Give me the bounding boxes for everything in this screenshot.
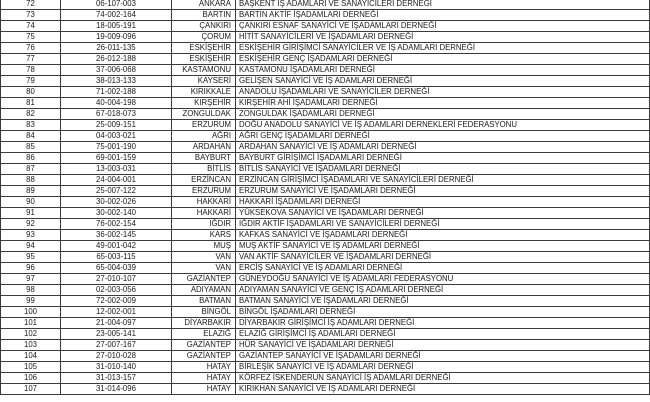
- row-number: 76: [1, 43, 61, 54]
- table-row: [1, 351, 650, 362]
- registry-code: 25-007-122: [61, 186, 172, 197]
- registry-code: 27-010-028: [61, 351, 172, 362]
- registry-code: 31-010-140: [61, 362, 172, 373]
- association-name: ARDAHAN SANAYİCİ VE İŞ ADAMLARI DERNEĞİ: [236, 142, 650, 153]
- table-row: [1, 230, 650, 241]
- association-name: ERCİŞ SANAYİCİ VE İŞ ADAMLARI DERNEĞİ: [236, 263, 650, 274]
- table-row: [1, 285, 650, 296]
- association-name: HÜR SANAYİCİ VE İŞADAMLARI DERNEĞİ: [236, 340, 650, 351]
- city-name: HAKKARİ: [172, 208, 236, 219]
- association-name: ELAZIĞ GİRİŞİMCİ İŞ ADAMLARI DERNEĞİ: [236, 329, 650, 340]
- registry-code: 23-005-141: [61, 329, 172, 340]
- association-name: DOĞU ANADOLU SANAYİCİ VE İŞ ADAMLARI DERNEKLERİ FEDERASYONU: [236, 120, 650, 131]
- registry-code: 72-002-009: [61, 296, 172, 307]
- row-number: 87: [1, 164, 61, 175]
- row-number: 78: [1, 65, 61, 76]
- city-name: ANKARA: [172, 0, 236, 10]
- registry-code: 21-004-097: [61, 318, 172, 329]
- association-name: ADIYAMAN SANAYİCİ VE GENÇ İŞ ADAMLARI DERNEĞİ: [236, 285, 650, 296]
- city-name: MUŞ: [172, 241, 236, 252]
- association-name: ESKİŞEHİR GİRİŞİMCİ SANAYİCİLER VE İŞ ADAMLARI DERNEĞİ: [236, 43, 650, 54]
- registry-code: 31-014-096: [61, 384, 172, 395]
- registry-code: 49-001-042: [61, 241, 172, 252]
- city-name: HATAY: [172, 384, 236, 395]
- association-name: MUŞ AKTİF SANAYİCİ VE İŞ ADAMLARI DERNEĞİ: [236, 241, 650, 252]
- table-row: [1, 307, 650, 318]
- city-name: BATMAN: [172, 296, 236, 307]
- city-name: DİYARBAKIR: [172, 318, 236, 329]
- city-name: ZONGULDAK: [172, 109, 236, 120]
- registry-code: 30-002-026: [61, 197, 172, 208]
- row-number: 86: [1, 153, 61, 164]
- row-number: 83: [1, 120, 61, 131]
- registry-code: 27-007-167: [61, 340, 172, 351]
- city-name: ARDAHAN: [172, 142, 236, 153]
- association-name: ERZİNCAN GİRİŞİMCİ İŞADAMLARI VE SANAYİCİLERİ DERNEĞİ: [236, 175, 650, 186]
- association-name: HİTİT SANAYİCİLERİ VE İŞADAMLARI DERNEĞİ: [236, 32, 650, 43]
- table-row: [1, 21, 650, 32]
- table-row: [1, 54, 650, 65]
- table-row: [1, 0, 650, 10]
- association-name: BATMAN SANAYİCİ VE İŞADAMLARI DERNEĞİ: [236, 296, 650, 307]
- city-name: GAZİANTEP: [172, 340, 236, 351]
- association-name: BAŞKENT İŞ ADAMLARI VE SANAYİCİLERİ DERNEĞİ: [236, 0, 650, 10]
- row-number: 98: [1, 285, 61, 296]
- row-number: 95: [1, 252, 61, 263]
- association-name: BİNGÖL İŞADAMLARI DERNEĞİ: [236, 307, 650, 318]
- city-name: KIRŞEHİR: [172, 98, 236, 109]
- city-name: HATAY: [172, 373, 236, 384]
- row-number: 84: [1, 131, 61, 142]
- table-row: [1, 109, 650, 120]
- registry-code: 31-013-157: [61, 373, 172, 384]
- row-number: 73: [1, 10, 61, 21]
- table-row: [1, 65, 650, 76]
- row-number: 96: [1, 263, 61, 274]
- row-number: 93: [1, 230, 61, 241]
- city-name: BİTLİS: [172, 164, 236, 175]
- table-row: [1, 76, 650, 87]
- table-row: [1, 274, 650, 285]
- registry-code: 69-001-159: [61, 153, 172, 164]
- table-row: [1, 120, 650, 131]
- association-name: ANADOLU İŞADAMLARI VE SANAYİCİLER DERNEĞİ: [236, 87, 650, 98]
- registry-code: 02-003-056: [61, 285, 172, 296]
- row-number: 90: [1, 197, 61, 208]
- table-row: [1, 384, 650, 395]
- city-name: ELAZIĞ: [172, 329, 236, 340]
- row-number: 77: [1, 54, 61, 65]
- city-name: ERZİNCAN: [172, 175, 236, 186]
- table-row: [1, 186, 650, 197]
- registry-code: 65-003-115: [61, 252, 172, 263]
- city-name: KASTAMONU: [172, 65, 236, 76]
- table-row: [1, 153, 650, 164]
- registry-code: 65-004-039: [61, 263, 172, 274]
- association-name: GELİŞEN SANAYİCİ VE İŞ ADAMLARI DERNEĞİ: [236, 76, 650, 87]
- city-name: BAYBURT: [172, 153, 236, 164]
- city-name: KAYSERİ: [172, 76, 236, 87]
- registry-code: 06-107-003: [61, 0, 172, 10]
- association-name: BİRLEŞİK SANAYİCİ VE İŞ ADAMLARI DERNEĞİ: [236, 362, 650, 373]
- row-number: 107: [1, 384, 61, 395]
- registry-code: 37-006-068: [61, 65, 172, 76]
- city-name: BARTIN: [172, 10, 236, 21]
- row-number: 94: [1, 241, 61, 252]
- city-name: VAN: [172, 252, 236, 263]
- registry-code: 75-001-190: [61, 142, 172, 153]
- row-number: 85: [1, 142, 61, 153]
- registry-code: 71-002-188: [61, 87, 172, 98]
- association-name: YÜKSEKOVA SANAYİCİ VE İŞADAMLARI DERNEĞİ: [236, 208, 650, 219]
- city-name: KIRIKKALE: [172, 87, 236, 98]
- table-row: [1, 296, 650, 307]
- association-name: BİTLİS SANAYİCİ VE İŞADAMLARI DERNEĞİ: [236, 164, 650, 175]
- association-name: GÜNEYDOĞU SANAYİCİ VE İŞ ADAMLARI FEDERASYONU: [236, 274, 650, 285]
- table-row: [1, 340, 650, 351]
- table-body: [1, 0, 650, 395]
- registry-code: 26-011-135: [61, 43, 172, 54]
- city-name: GAZİANTEP: [172, 274, 236, 285]
- table-row: [1, 219, 650, 230]
- city-name: ÇORUM: [172, 32, 236, 43]
- city-name: ÇANKIRI: [172, 21, 236, 32]
- table-row: [1, 142, 650, 153]
- registry-code: 30-002-140: [61, 208, 172, 219]
- row-number: 80: [1, 87, 61, 98]
- association-name: HAKKARİ İŞADAMLARI DERNEĞİ: [236, 197, 650, 208]
- registry-code: 40-004-198: [61, 98, 172, 109]
- city-name: VAN: [172, 263, 236, 274]
- registry-code: 26-012-188: [61, 54, 172, 65]
- row-number: 100: [1, 307, 61, 318]
- registry-code: 76-002-154: [61, 219, 172, 230]
- table-row: [1, 164, 650, 175]
- association-name: KIRŞEHİR AHİ İŞADAMLARI DERNEĞİ: [236, 98, 650, 109]
- city-name: HAKKARİ: [172, 197, 236, 208]
- registry-code: 27-010-107: [61, 274, 172, 285]
- table-row: [1, 197, 650, 208]
- city-name: BİNGÖL: [172, 307, 236, 318]
- association-name: KÖRFEZ İSKENDERUN SANAYİCİ İŞ ADAMLARI DERNEĞİ: [236, 373, 650, 384]
- registry-code: 67-018-073: [61, 109, 172, 120]
- city-name: HATAY: [172, 362, 236, 373]
- row-number: 88: [1, 175, 61, 186]
- city-name: ERZURUM: [172, 120, 236, 131]
- association-name: VAN AKTİF SANAYİCİLER VE İŞADAMLARI DERNEĞİ: [236, 252, 650, 263]
- table-row: [1, 329, 650, 340]
- table-row: [1, 87, 650, 98]
- city-name: ESKİŞEHİR: [172, 54, 236, 65]
- row-number: 104: [1, 351, 61, 362]
- table-row: [1, 263, 650, 274]
- row-number: 79: [1, 76, 61, 87]
- association-name: BAYBURT GİRİŞİMCİ İŞADAMLARI DERNEĞİ: [236, 153, 650, 164]
- association-name: GAZİANTEP SANAYİCİ VE İŞADAMLARI DERNEĞİ: [236, 351, 650, 362]
- row-number: 89: [1, 186, 61, 197]
- association-name: IĞDIR AKTİF İŞADAMLARI VE SANAYİCİLERİ DERNEĞİ: [236, 219, 650, 230]
- row-number: 74: [1, 21, 61, 32]
- table-row: [1, 98, 650, 109]
- registry-code: 04-003-021: [61, 131, 172, 142]
- row-number: 105: [1, 362, 61, 373]
- association-name: ESKİŞEHİR GENÇ İŞADAMLARI DERNEĞİ: [236, 54, 650, 65]
- association-name: ERZURUM SANAYİCİ VE İŞADAMLARI DERNEĞİ: [236, 186, 650, 197]
- registry-code: 38-013-133: [61, 76, 172, 87]
- row-number: 91: [1, 208, 61, 219]
- registry-code: 25-009-151: [61, 120, 172, 131]
- registry-code: 74-002-164: [61, 10, 172, 21]
- city-name: ESKİŞEHİR: [172, 43, 236, 54]
- association-name: ÇANKIRI ESNAF SANAYİCİ VE İŞADAMLARI DERNEĞİ: [236, 21, 650, 32]
- table-row: [1, 10, 650, 21]
- registry-code: 12-002-001: [61, 307, 172, 318]
- row-number: 97: [1, 274, 61, 285]
- table-row: [1, 175, 650, 186]
- registry-code: 18-005-191: [61, 21, 172, 32]
- city-name: IĞDIR: [172, 219, 236, 230]
- association-name: BARTIN AKTİF İŞADAMLARI DERNEĞİ: [236, 10, 650, 21]
- table-row: [1, 208, 650, 219]
- row-number: 72: [1, 0, 61, 10]
- table-row: [1, 252, 650, 263]
- table-row: [1, 373, 650, 384]
- table-row: [1, 241, 650, 252]
- row-number: 101: [1, 318, 61, 329]
- table-row: [1, 43, 650, 54]
- city-name: ADIYAMAN: [172, 285, 236, 296]
- table-row: [1, 131, 650, 142]
- city-name: AĞRI: [172, 131, 236, 142]
- city-name: GAZİANTEP: [172, 351, 236, 362]
- row-number: 81: [1, 98, 61, 109]
- registry-code: 36-002-145: [61, 230, 172, 241]
- city-name: KARS: [172, 230, 236, 241]
- table-row: [1, 362, 650, 373]
- row-number: 99: [1, 296, 61, 307]
- association-name: KASTAMONU İŞADAMLARI DERNEĞİ: [236, 65, 650, 76]
- table-row: [1, 32, 650, 43]
- row-number: 102: [1, 329, 61, 340]
- association-name: KIRIKHAN SANAYİCİ VE İŞ ADAMLARI DERNEĞİ: [236, 384, 650, 395]
- row-number: 106: [1, 373, 61, 384]
- table-row: [1, 318, 650, 329]
- association-name: ZONGULDAK İŞADAMLARI DERNEĞİ: [236, 109, 650, 120]
- association-name: KAFKAS SANAYİCİ VE İŞADAMLARI DERNEĞİ: [236, 230, 650, 241]
- city-name: ERZURUM: [172, 186, 236, 197]
- row-number: 103: [1, 340, 61, 351]
- row-number: 92: [1, 219, 61, 230]
- row-number: 82: [1, 109, 61, 120]
- registry-code: 24-004-001: [61, 175, 172, 186]
- registry-code: 13-003-031: [61, 164, 172, 175]
- association-name: DİYARBAKIR GİRİŞİMCİ İŞ ADAMLARI DERNEĞİ: [236, 318, 650, 329]
- row-number: 75: [1, 32, 61, 43]
- association-name: AĞRI GENÇ İŞADAMLARI DERNEĞİ: [236, 131, 650, 142]
- registry-code: 19-009-096: [61, 32, 172, 43]
